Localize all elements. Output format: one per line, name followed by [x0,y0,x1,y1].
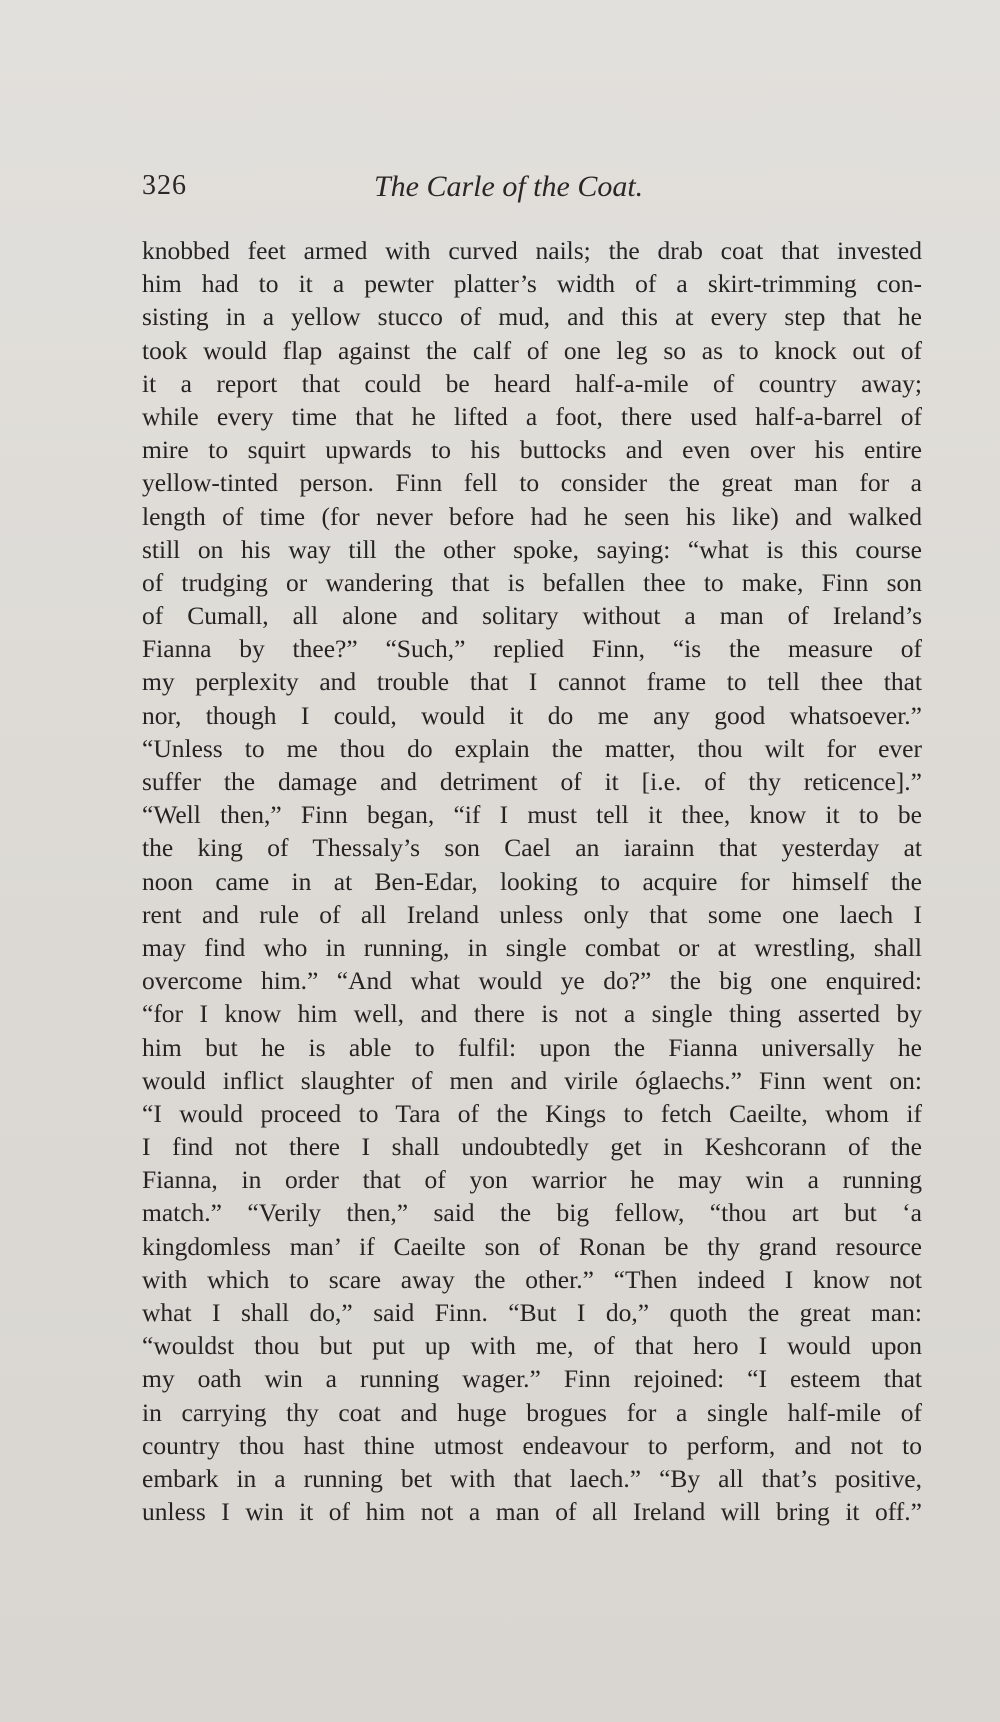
text-line: him but he is able to fulfil: upon the Fianna universally he [142,1032,922,1062]
text-line: him had to it a pewter platter’s width of a skirt-trimming con- [142,269,922,299]
text-line: with which to scare away the other.” “Then indeed I know not [142,1264,922,1294]
text-line: yellow-tinted person. Finn fell to consider the great man for a [142,468,922,498]
text-line: of trudging or wandering that is befallen thee to make, Finn son [142,567,922,597]
text-line: Fianna by thee?” “Such,” replied Finn, “is the measure of [142,634,922,664]
text-line: may find who in running, in single combat or at wrestling, shall [142,932,922,962]
text-line: what I shall do,” said Finn. “But I do,” quoth the great man: [142,1298,922,1327]
text-line: of Cumall, all alone and solitary without a man of Ireland’s [142,601,922,631]
text-line: rent and rule of all Ireland unless only that some one laech I [142,899,922,929]
text-line: nor, though I could, would it do me any good whatsoever.” [142,700,922,730]
text-line: while every time that he lifted a foot, there used half-a-barrel of [142,401,922,431]
text-line: mire to squirt upwards to his buttocks and even over his entire [142,435,922,465]
text-line: “Unless to me thou do explain the matter, thou wilt for ever [142,733,922,763]
text-line: it a report that could be heard half-a-mile of country away; [142,368,922,398]
text-line: still on his way till the other spoke, saying: “what is this course [142,534,922,564]
page-number: 326 [142,170,187,201]
text-line: my oath win a running wager.” Finn rejoined: “I esteem that [142,1364,922,1394]
text-line: “wouldst thou but put up with me, of that hero I would upon [142,1331,922,1361]
text-line: my perplexity and trouble that I cannot frame to tell thee that [142,667,922,697]
text-line: match.” “Verily then,” said the big fellow, “thou art but ‘a [142,1198,922,1228]
text-line: the king of Thessaly’s son Cael an iarainn that yesterday at [142,833,922,863]
text-line: “Well then,” Finn began, “if I must tell it thee, know it to be [142,800,922,830]
text-line: sisting in a yellow stucco of mud, and this at every step that he [142,302,922,332]
text-line: unless I win it of him not a man of all Ireland will bring it off.” [142,1497,922,1527]
text-line: overcome him.” “And what would ye do?” the big one enquired: [142,966,922,996]
running-title: The Carle of the Coat. [374,170,644,203]
text-line: knobbed feet armed with curved nails; the drab coat that invested [142,236,922,265]
text-line: I find not there I shall undoubtedly get in Keshcorann of the [142,1132,922,1162]
body-text [142,234,922,1528]
text-line: “I would proceed to Tara of the Kings to fetch Caeilte, whom if [142,1098,922,1128]
text-line: kingdomless man’ if Caeilte son of Ronan be thy grand resource [142,1231,922,1261]
text-line: noon came in at Ben-Edar, looking to acquire for himself the [142,866,922,896]
text-line: country thou hast thine utmost endeavour to perform, and not to [142,1430,922,1460]
page-header [142,170,922,210]
text-line: took would flap against the calf of one leg so as to knock out of [142,335,922,365]
text-line: would inflict slaughter of men and virile óglaechs.” Finn went on: [142,1065,922,1095]
text-line: Fianna, in order that of yon warrior he may win a running [142,1165,922,1195]
text-line: length of time (for never before had he seen his like) and walked [142,501,922,531]
text-line: in carrying thy coat and huge brogues for a single half-mile of [142,1397,922,1427]
text-line: “for I know him well, and there is not a single thing asserted by [142,999,922,1029]
text-line: embark in a running bet with that laech.” “By all that’s positive, [142,1463,922,1493]
text-line: suffer the damage and detriment of it [i.e. of thy reticence].” [142,767,922,796]
